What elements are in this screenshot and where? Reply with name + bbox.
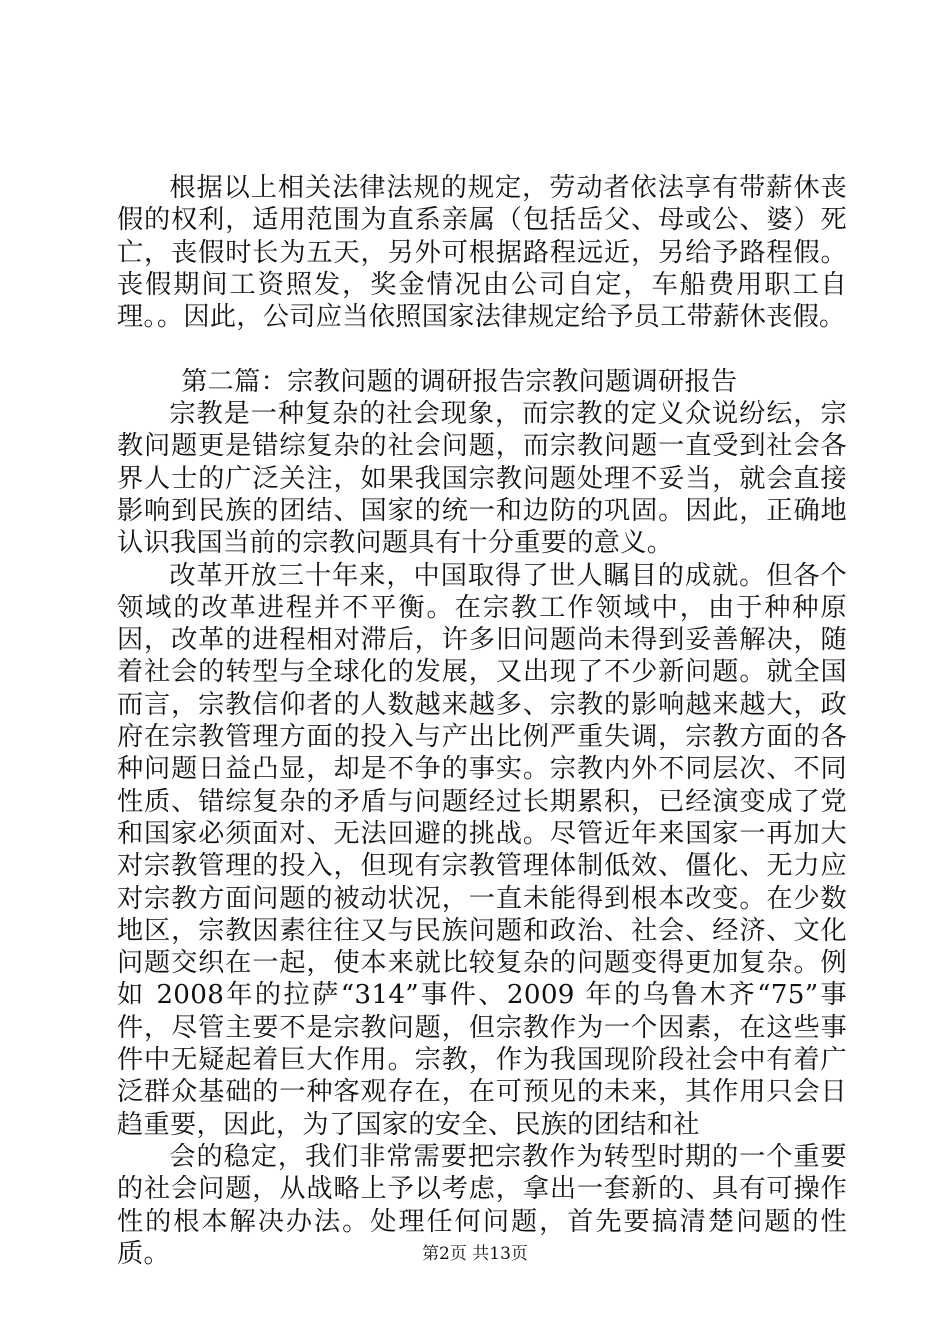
- paragraph-leave-policy: 根据以上相关法律法规的规定，劳动者依法享有带薪休丧假的权利，适用范围为直系亲属（包括岳父、母或公、婆）死亡，丧假时长为五天，另外可根据路程远近，另给予路程假。丧假期间工资照发，奖金情况由公司自定，车船费用职工自理。。因此，公司应当依照国家法律规定给予员工带薪休丧假。: [117, 173, 847, 333]
- paragraph-gap: [117, 333, 847, 365]
- page-footer: 第2页 共13页: [422, 1244, 528, 1264]
- paragraph-religion-intro: 宗教是一种复杂的社会现象，而宗教的定义众说纷纭，宗教问题更是错综复杂的社会问题，而宗教问题一直受到社会各界人士的广泛关注，如果我国宗教问题处理不妥当，就会直接影响到民族的团结、国家的统一和边防的巩固。因此，正确地认识我国当前的宗教问题具有十分重要的意义。: [117, 399, 847, 559]
- document-body: [117, 172, 847, 1270]
- paragraph-stability: 会的稳定，我们非常需要把宗教作为转型时期的一个重要的社会问题，从战略上予以考虑，拿出一套新的、具有可操作性的根本解决办法。处理任何问题，首先要搞清楚问题的性质。: [117, 1141, 847, 1269]
- paragraph-reform-background: 改革开放三十年来，中国取得了世人瞩目的成就。但各个领域的改革进程并不平衡。在宗教工作领域中，由于种种原因，改革的进程相对滞后，许多旧问题尚未得到妥善解决，随着社会的转型与全球化的发展，又出现了不少新问题。就全国而言，宗教信仰者的人数越来越多、宗教的影响越来越大，政府在宗教管理方面的投入与产出比例严重失调，宗教方面的各种问题日益凸显，却是不争的事实。宗教内外不同层次、不同性质、错综复杂的矛盾与问题经过长期累积，已经演变成了党和国家必须面对、无法回避的挑战。尽管近年来国家一再加大对宗教管理的投入，但现有宗教管理体制低效、僵化、无力应对宗教方面问题的被动状况，一直未能得到根本改变。在少数地区，宗教因素往往又与民族问题和政治、社会、经济、文化问题交织在一起，使本来就比较复杂的问题变得更加复杂。例如 2008年的拉萨“314”事件、2009 年的乌鲁木齐“75”事件，尽管主要不是宗教问题，但宗教作为一个因素，在这些事件中无疑起着巨大作用。宗教，作为我国现阶段社会中有着广泛群众基础的一种客观存在，在可预见的未来，其作用只会日趋重要，因此，为了国家的安全、民族的团结和社: [117, 560, 847, 1140]
- section-title: 第二篇：宗教问题的调研报告宗教问题调研报告: [181, 366, 738, 397]
